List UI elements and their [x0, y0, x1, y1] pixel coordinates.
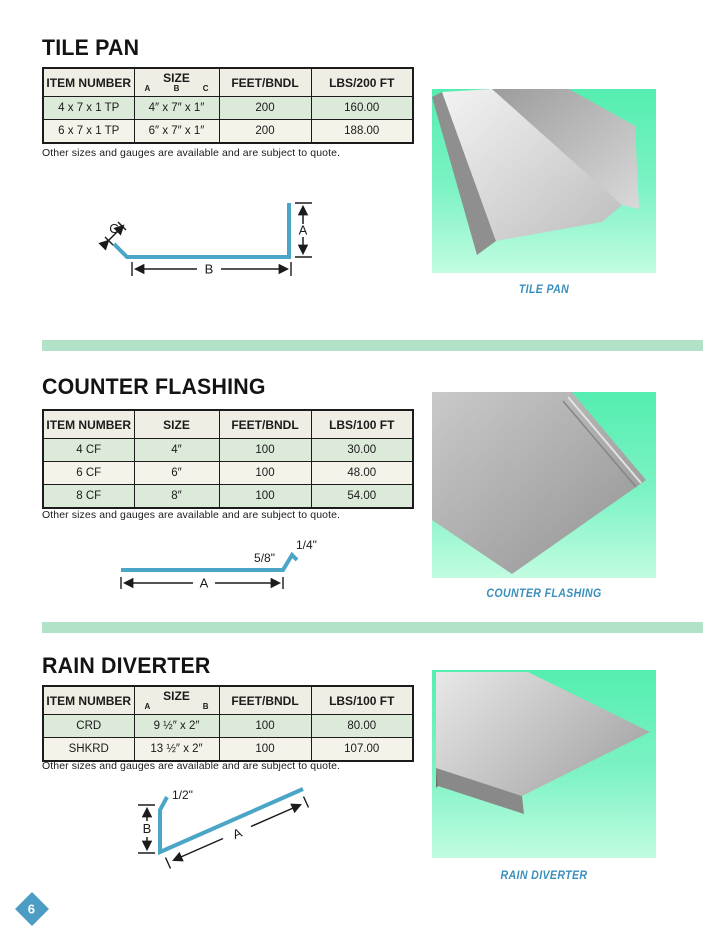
table-cell: 100: [219, 715, 311, 738]
column-header: LBS/100 FT: [311, 686, 413, 715]
dim-tip-label: 1/4": [296, 538, 317, 552]
header-row: [43, 68, 413, 97]
header-row: [43, 410, 413, 439]
dim-a-label: A: [298, 222, 308, 238]
table-cell: 200: [219, 120, 311, 144]
size-sublabel: B: [173, 84, 180, 93]
table-row: [43, 715, 413, 738]
table-cell: 9 ½″ x 2″: [134, 715, 219, 738]
table-cell: 188.00: [311, 120, 413, 144]
spec-table: [42, 67, 414, 144]
size-sublabel: B: [202, 702, 209, 711]
photo-caption: TILE PAN: [518, 284, 570, 296]
table-row: [43, 97, 413, 120]
availability-note: Other sizes and gauges are available and are subject to quote.: [42, 509, 341, 521]
section-title: RAIN DIVERTER: [42, 653, 211, 678]
table-row: [43, 485, 413, 509]
table-cell: 30.00: [311, 439, 413, 462]
column-header: SIZE A B: [134, 686, 219, 715]
table-cell: 4 CF: [43, 439, 134, 462]
table-cell: 200: [219, 97, 311, 120]
table-cell: 6″: [134, 462, 219, 485]
header-row: [43, 686, 413, 715]
column-header: SIZE: [134, 410, 219, 439]
tile-pan-profile-diagram: [105, 192, 320, 287]
table-cell: 160.00: [311, 97, 413, 120]
spec-table: [42, 685, 414, 762]
column-header: FEET/BNDL: [219, 410, 311, 439]
table-cell: 80.00: [311, 715, 413, 738]
dim-a-label: A: [199, 575, 209, 591]
rain-diverter-photo: [432, 670, 656, 858]
counter-flashing-profile-diagram: [115, 538, 317, 593]
section-separator: [42, 622, 703, 633]
dim-kick-label: 1/2": [172, 788, 193, 802]
tile-pan-product-image: [432, 89, 656, 273]
dim-b-label: B: [204, 261, 214, 277]
availability-note: Other sizes and gauges are available and are subject to quote.: [42, 760, 341, 772]
size-sublabel: A: [144, 702, 151, 711]
table-row: [43, 439, 413, 462]
table-cell: CRD: [43, 715, 134, 738]
table-cell: 6 CF: [43, 462, 134, 485]
table-cell: 6″ x 7″ x 1″: [134, 120, 219, 144]
dim-b-label: B: [142, 821, 152, 836]
page-number: 6: [28, 901, 36, 917]
table-cell: SHKRD: [43, 738, 134, 762]
section-title: COUNTER FLASHING: [42, 374, 266, 399]
rain-diverter-profile-diagram: [135, 785, 320, 870]
table-cell: 100: [219, 439, 311, 462]
table-cell: 4 x 7 x 1 TP: [43, 97, 134, 120]
spec-table: [42, 409, 414, 509]
table-cell: 8 CF: [43, 485, 134, 509]
counter-flashing-product-image: [432, 392, 656, 578]
dim-a-label: A: [230, 824, 245, 843]
table-cell: 48.00: [311, 462, 413, 485]
photo-caption: RAIN DIVERTER: [500, 870, 588, 882]
rain-diverter-product-image: [432, 670, 656, 858]
size-sublabel: A: [144, 84, 151, 93]
dim-kick-label: 5/8": [254, 551, 275, 565]
table-row: [43, 462, 413, 485]
table-cell: 100: [219, 485, 311, 509]
table-cell: 107.00: [311, 738, 413, 762]
table-cell: 13 ½″ x 2″: [134, 738, 219, 762]
page-number-badge: [15, 892, 49, 926]
section-separator: [42, 340, 703, 351]
section-title: TILE PAN: [42, 35, 140, 60]
column-header: LBS/100 FT: [311, 410, 413, 439]
table-cell: 100: [219, 462, 311, 485]
table-cell: 54.00: [311, 485, 413, 509]
table-cell: 8″: [134, 485, 219, 509]
photo-caption: COUNTER FLASHING: [486, 588, 602, 600]
column-header: ITEM NUMBER: [43, 68, 134, 97]
table-cell: 6 x 7 x 1 TP: [43, 120, 134, 144]
table-cell: 100: [219, 738, 311, 762]
table-row: [43, 738, 413, 762]
size-sublabel: C: [202, 84, 209, 93]
column-header: ITEM NUMBER: [43, 410, 134, 439]
table-row: [43, 120, 413, 144]
column-header: SIZE A B C: [134, 68, 219, 97]
availability-note: Other sizes and gauges are available and are subject to quote.: [42, 147, 341, 159]
profile-outline: [114, 203, 289, 257]
table-cell: 4″ x 7″ x 1″: [134, 97, 219, 120]
column-header: FEET/BNDL: [219, 686, 311, 715]
column-header: ITEM NUMBER: [43, 686, 134, 715]
dim-c-label: C: [109, 221, 119, 236]
table-cell: 4″: [134, 439, 219, 462]
tile-pan-photo: [432, 89, 656, 273]
column-header: FEET/BNDL: [219, 68, 311, 97]
column-header: LBS/200 FT: [311, 68, 413, 97]
counter-flashing-photo: [432, 392, 656, 578]
